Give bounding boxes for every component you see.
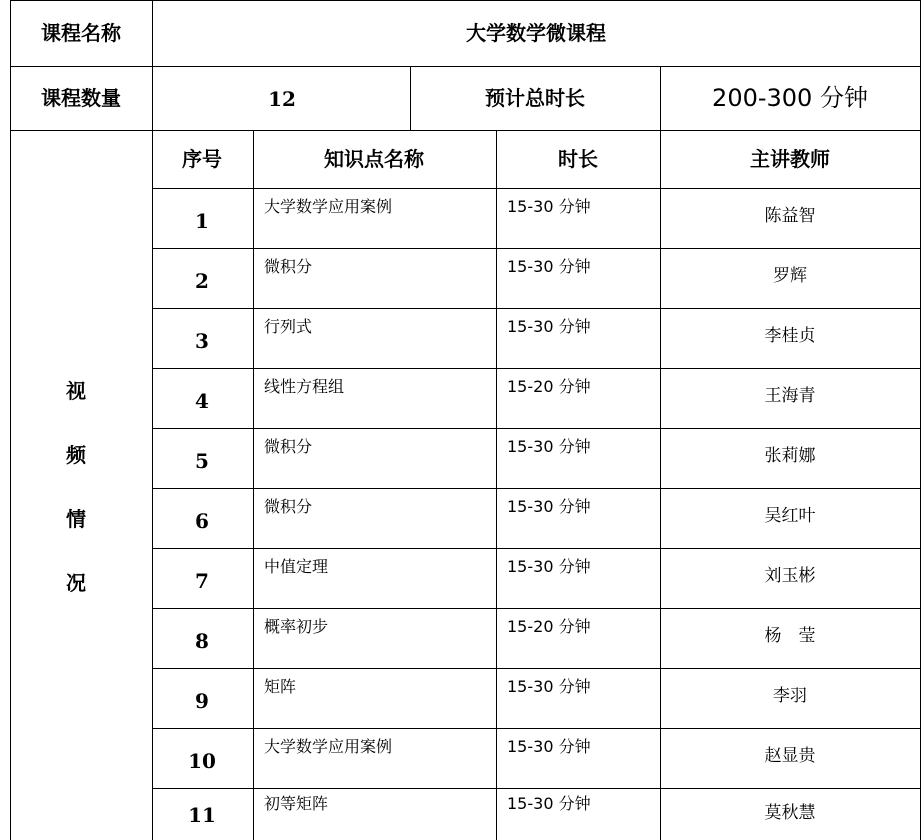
row-topic: 行列式 xyxy=(264,317,313,336)
row-topic: 大学数学应用案例 xyxy=(264,737,393,756)
row-teacher: 陈益智 xyxy=(764,206,816,226)
row-index: 5 xyxy=(195,449,209,473)
rule-index-col xyxy=(253,130,254,840)
column-header-topic: 知识点名称 xyxy=(324,147,424,171)
row-index: 1 xyxy=(195,209,209,233)
column-header-duration: 时长 xyxy=(558,147,598,171)
row-duration: 15-20 分钟 xyxy=(507,377,591,396)
row-teacher: 吴红叶 xyxy=(764,506,816,526)
border-top xyxy=(10,0,921,1)
row-index: 6 xyxy=(195,509,209,533)
row-topic: 大学数学应用案例 xyxy=(264,197,393,216)
course-name-value: 大学数学微课程 xyxy=(466,21,606,45)
border-left xyxy=(10,0,11,840)
row-index: 4 xyxy=(195,389,209,413)
row-duration: 15-30 分钟 xyxy=(507,437,591,456)
row-teacher: 赵显贵 xyxy=(764,746,816,766)
rule-label-col xyxy=(152,0,153,840)
row-duration: 15-30 分钟 xyxy=(507,497,591,516)
row-topic: 矩阵 xyxy=(264,677,297,696)
rule-row xyxy=(152,548,921,549)
rule-h1 xyxy=(10,66,921,67)
row-teacher: 张莉娜 xyxy=(764,446,816,466)
column-header-index: 序号 xyxy=(182,147,222,171)
row-teacher: 李羽 xyxy=(773,686,807,706)
side-label-char: 视 xyxy=(66,379,86,403)
course-name-label: 课程名称 xyxy=(41,21,121,45)
rule-row xyxy=(152,308,921,309)
rule-duration-split xyxy=(660,66,661,130)
row-topic: 线性方程组 xyxy=(264,377,345,396)
row-index: 8 xyxy=(195,629,209,653)
total-duration-value: 200-300 分钟 xyxy=(712,84,868,112)
row-duration: 15-30 分钟 xyxy=(507,257,591,276)
rule-row xyxy=(152,668,921,669)
rule-row xyxy=(152,368,921,369)
rule-row xyxy=(152,728,921,729)
row-topic: 初等矩阵 xyxy=(264,794,329,813)
row-topic: 微积分 xyxy=(264,497,313,516)
row-topic: 微积分 xyxy=(264,257,313,276)
side-label-char: 况 xyxy=(66,571,86,595)
row-teacher: 罗辉 xyxy=(773,266,807,286)
side-label-char: 情 xyxy=(66,507,86,531)
row-teacher: 王海青 xyxy=(764,386,816,406)
row-topic: 概率初步 xyxy=(264,617,329,636)
row-teacher: 莫秋慧 xyxy=(764,803,816,823)
rule-row xyxy=(152,188,921,189)
row-index: 9 xyxy=(195,689,209,713)
rule-row xyxy=(152,608,921,609)
row-index: 7 xyxy=(195,569,209,593)
row-duration: 15-30 分钟 xyxy=(507,794,591,813)
total-duration-label: 预计总时长 xyxy=(485,86,585,110)
row-duration: 15-30 分钟 xyxy=(507,737,591,756)
row-duration: 15-20 分钟 xyxy=(507,617,591,636)
rule-row xyxy=(152,788,921,789)
side-label-char: 频 xyxy=(66,443,86,467)
rule-count-split xyxy=(410,66,411,130)
column-header-teacher: 主讲教师 xyxy=(750,147,830,171)
row-topic: 微积分 xyxy=(264,437,313,456)
rule-row xyxy=(152,248,921,249)
row-topic: 中值定理 xyxy=(264,557,329,576)
rule-topic-col xyxy=(496,130,497,840)
row-index: 3 xyxy=(195,329,209,353)
rule-h2 xyxy=(10,130,921,131)
row-index: 11 xyxy=(188,803,216,827)
row-teacher: 杨 莹 xyxy=(764,626,816,646)
course-count-label: 课程数量 xyxy=(41,86,121,110)
row-teacher: 李桂贞 xyxy=(764,326,816,346)
rule-row xyxy=(152,488,921,489)
row-index: 2 xyxy=(195,269,209,293)
row-index: 10 xyxy=(188,749,216,773)
row-duration: 15-30 分钟 xyxy=(507,197,591,216)
course-count-value: 12 xyxy=(268,87,296,111)
row-teacher: 刘玉彬 xyxy=(764,566,816,586)
row-duration: 15-30 分钟 xyxy=(507,677,591,696)
row-duration: 15-30 分钟 xyxy=(507,557,591,576)
rule-row xyxy=(152,428,921,429)
row-duration: 15-30 分钟 xyxy=(507,317,591,336)
rule-duration-col xyxy=(660,130,661,840)
